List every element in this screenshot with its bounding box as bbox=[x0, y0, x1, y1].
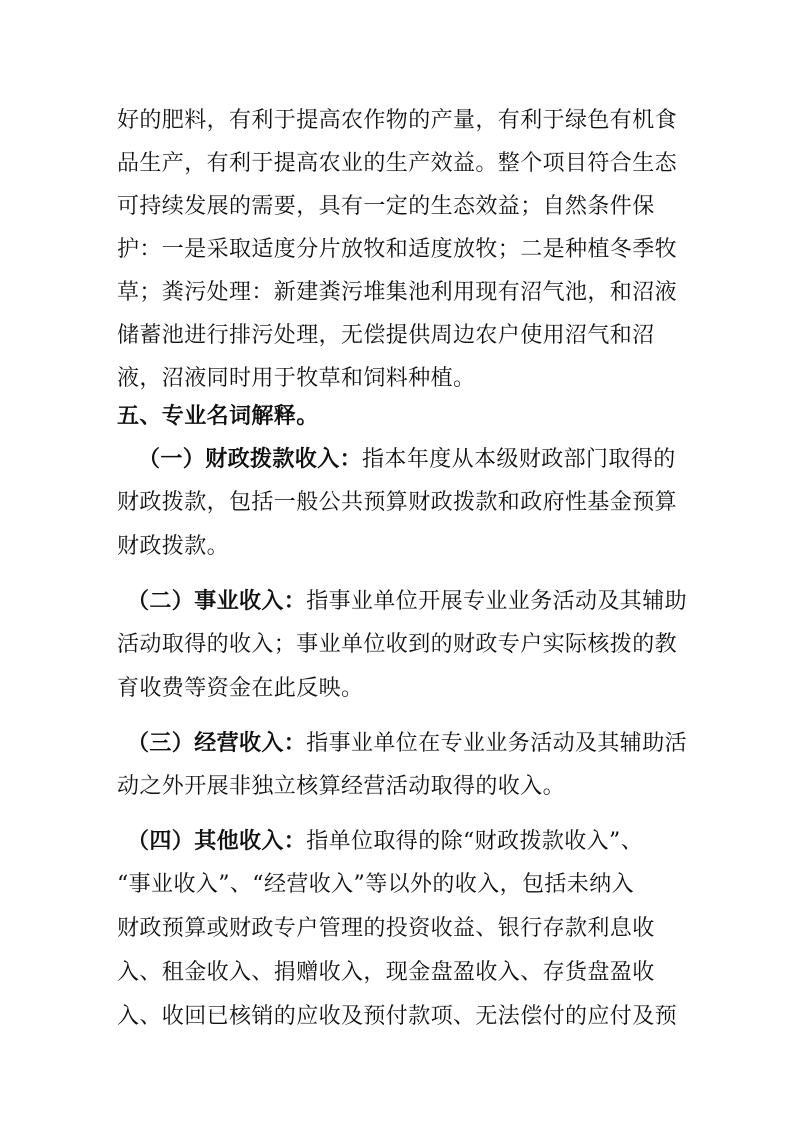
paragraph-line: 好的肥料，有利于提高农作物的产量，有利于绿色有机食 bbox=[117, 108, 678, 133]
term-4-line: “事业收入”、“经营收入”等以外的收入，包括未纳入 bbox=[117, 872, 634, 897]
term-2-line: 活动取得的收入；事业单位收到的财政专户实际核拨的教 bbox=[117, 632, 678, 657]
term-3-first-line bbox=[127, 730, 688, 757]
paragraph-line: 可持续发展的需要，具有一定的生态效益；自然条件保 bbox=[117, 194, 655, 219]
term-2-first-line bbox=[127, 588, 688, 615]
section-heading: 五、专业名词解释。 bbox=[117, 403, 319, 429]
term-2-text: 指事业单位开展专业业务活动及其辅助 bbox=[306, 589, 688, 614]
term-1-text: 指本年度从本级财政部门取得的 bbox=[362, 447, 676, 472]
term-4-line: 入、收回已核销的应收及预付款项、无法偿付的应付及预 bbox=[117, 1004, 678, 1029]
term-4-text: 指单位取得的除“财政拨款收入”、 bbox=[306, 829, 644, 854]
paragraph-line: 品生产，有利于提高农业的生产效益。整个项目符合生态 bbox=[117, 151, 678, 176]
term-4-first-line bbox=[127, 828, 677, 855]
term-3-text: 指事业单位在专业业务活动及其辅助活 bbox=[306, 731, 688, 756]
term-1-line: 财政拨款，包括一般公共预算财政拨款和政府性基金预算 bbox=[117, 490, 678, 515]
term-3-line: 动之外开展非独立核算经营活动取得的收入。 bbox=[117, 774, 566, 799]
term-2-label: （二）事业收入： bbox=[127, 588, 307, 614]
paragraph-line: 护：一是采取适度分片放牧和适度放牧；二是种植冬季牧 bbox=[117, 237, 678, 262]
term-4-line: 入、租金收入、捐赠收入，现金盘盈收入、存货盘盈收 bbox=[117, 960, 655, 985]
term-2-line: 育收费等资金在此反映。 bbox=[117, 676, 364, 701]
term-1-first-line bbox=[138, 446, 678, 473]
term-3-label: （三）经营收入： bbox=[127, 730, 307, 756]
paragraph-line: 储蓄池进行排污处理，无偿提供周边农户使用沼气和沼 bbox=[117, 323, 655, 348]
term-4-line: 财政预算或财政专户管理的投资收益、银行存款利息收 bbox=[117, 916, 655, 941]
paragraph-line: 草；粪污处理：新建粪污堆集池利用现有沼气池，和沼液 bbox=[117, 280, 678, 305]
paragraph-line: 液，沼液同时用于牧草和饲料种植。 bbox=[117, 366, 476, 391]
term-1-line: 财政拨款。 bbox=[117, 534, 230, 559]
term-1-label: （一）财政拨款收入： bbox=[138, 446, 363, 472]
term-4-label: （四）其他收入： bbox=[127, 828, 307, 854]
